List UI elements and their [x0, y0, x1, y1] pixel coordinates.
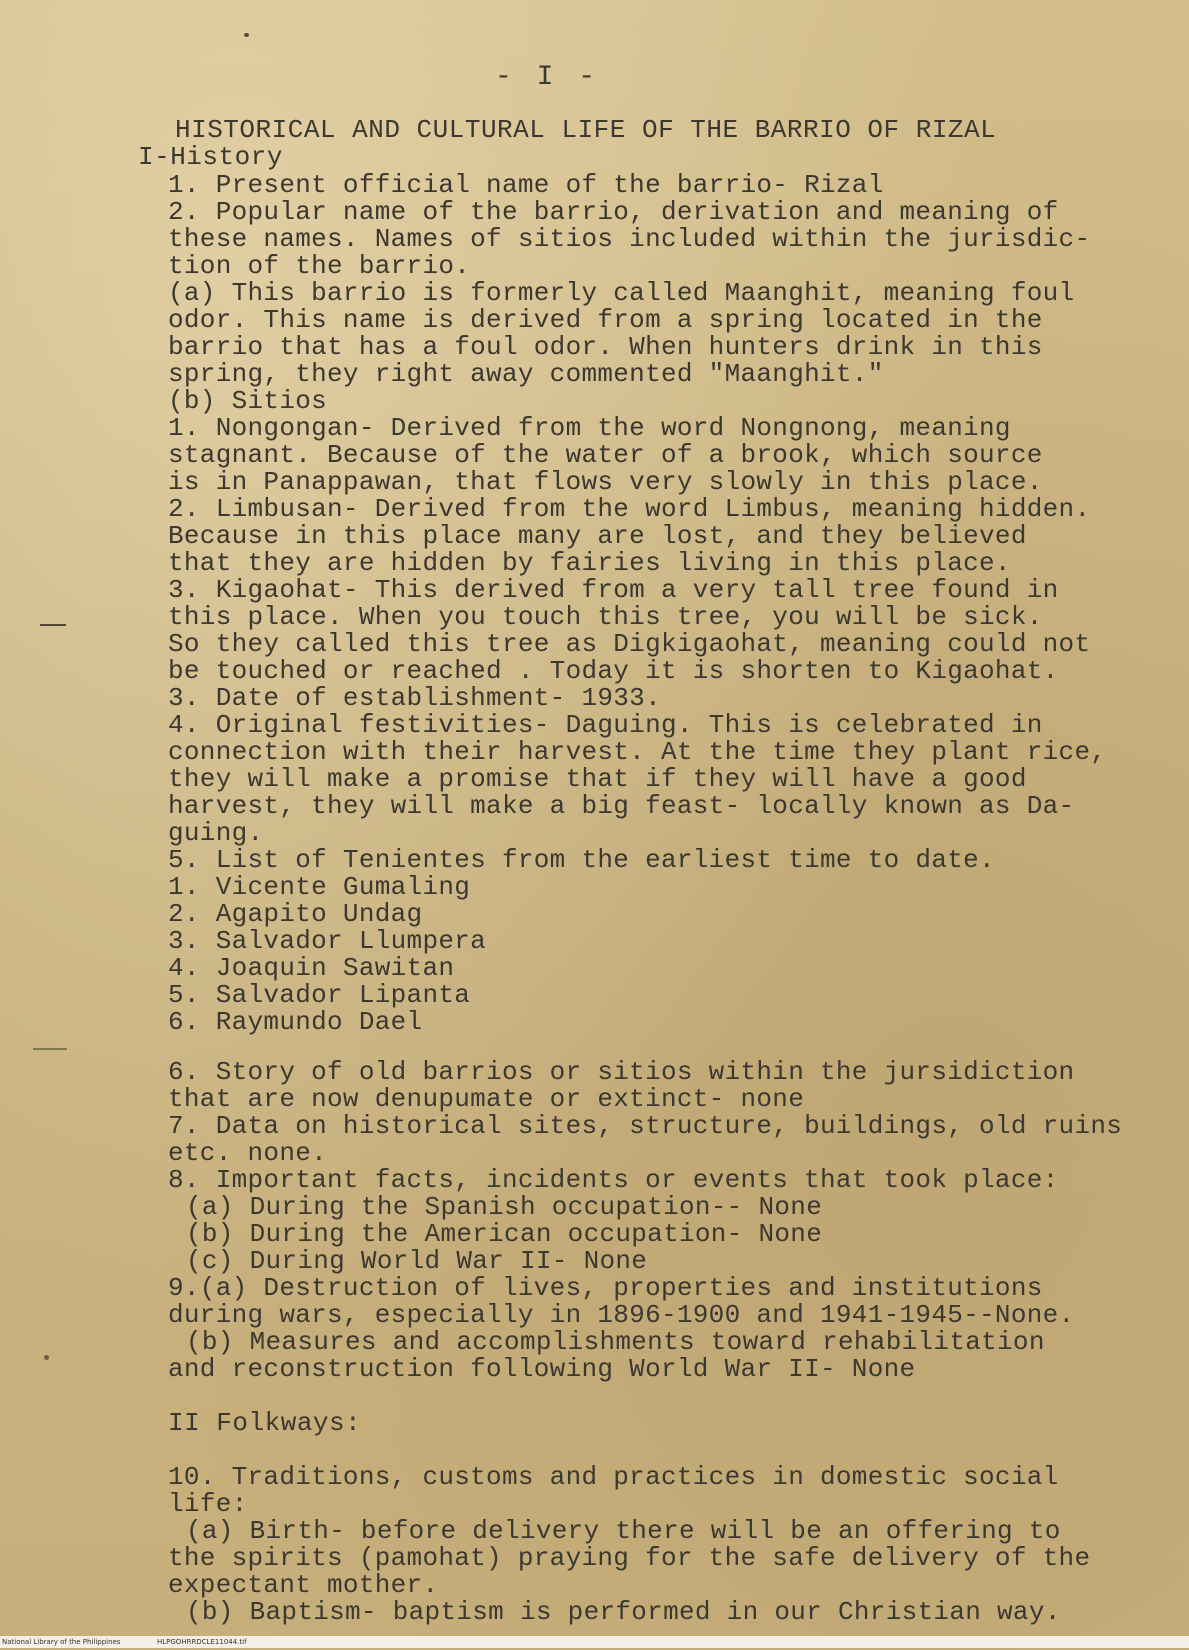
text-line: be touched or reached . Today it is shorten to Kigaohat. [168, 656, 1059, 686]
text-line: they will make a promise that if they will have a good [168, 764, 1027, 794]
text-line: (a) This barrio is formerly called Maanghit, meaning foul [168, 278, 1075, 308]
footer-source: National Library of the Philippines [2, 1638, 121, 1646]
section-heading-folkways: II Folkways: [168, 1408, 362, 1438]
text-line: this place. When you touch this tree, you will be sick. [168, 602, 1043, 632]
text-line: 2. Popular name of the barrio, derivation and meaning of [168, 197, 1059, 227]
text-line: (b) Baptism- baptism is performed in our Christian way. [186, 1597, 1061, 1627]
text-line: these names. Names of sitios included within the jurisdic- [168, 224, 1091, 254]
text-line: 4. Original festivities- Daguing. This is celebrated in [168, 710, 1043, 740]
text-line: and reconstruction following World War II- None [168, 1354, 916, 1384]
text-line: that are now denupumate or extinct- none [168, 1084, 805, 1114]
text-line: (b) Measures and accomplishments toward rehabilitation [186, 1327, 1045, 1357]
list-item-teniente: 1. Vicente Gumaling [168, 872, 471, 902]
text-line: (a) During the Spanish occupation-- None [186, 1192, 823, 1222]
text-line: tion of the barrio. [168, 251, 471, 281]
list-item-teniente: 5. Salvador Lipanta [168, 980, 471, 1010]
text-line: 5. List of Tenientes from the earliest time to date. [168, 845, 995, 875]
ink-speck [44, 1355, 49, 1360]
list-item-teniente: 6. Raymundo Dael [168, 1007, 423, 1037]
list-item-teniente: 4. Joaquin Sawitan [168, 953, 455, 983]
list-item-teniente: 3. Salvador Llumpera [168, 926, 487, 956]
text-line: 6. Story of old barrios or sitios within the jursidiction [168, 1057, 1075, 1087]
list-item-teniente: 2. Agapito Undag [168, 899, 423, 929]
text-line: the spirits (pamohat) praying for the safe delivery of the [168, 1543, 1091, 1573]
text-line: (b) Sitios [168, 386, 328, 416]
text-line: 3. Kigaohat- This derived from a very tall tree found in [168, 575, 1059, 605]
text-line: 7. Data on historical sites, structure, buildings, old ruins [168, 1111, 1123, 1141]
text-line: harvest, they will make a big feast- locally known as Da- [168, 791, 1075, 821]
text-line: barrio that has a foul odor. When hunters drink in this [168, 332, 1043, 362]
section-heading-history: I-History [138, 142, 283, 172]
text-line: (c) During World War II- None [186, 1246, 648, 1276]
text-line: guing. [168, 818, 264, 848]
text-line: (a) Birth- before delivery there will be an offering to [186, 1516, 1061, 1546]
text-line: 8. Important facts, incidents or events that took place: [168, 1165, 1059, 1195]
margin-mark [40, 624, 66, 626]
footer-filename: HLPGOHRRDCLE11044.tif [157, 1638, 247, 1646]
text-line: etc. none. [168, 1138, 328, 1168]
text-line: 1. Nongongan- Derived from the word Nongnong, meaning [168, 413, 1011, 443]
text-line: 10. Traditions, customs and practices in domestic social [168, 1462, 1059, 1492]
text-line: that they are hidden by fairies living in this place. [168, 548, 1011, 578]
text-line: odor. This name is derived from a spring located in the [168, 305, 1043, 335]
text-line: (b) During the American occupation- None [186, 1219, 823, 1249]
text-line: Because in this place many are lost, and they believed [168, 521, 1027, 551]
text-line: is in Panappawan, that flows very slowly in this place. [168, 467, 1043, 497]
page-number: - I - [495, 62, 600, 93]
text-line: 1. Present official name of the barrio- Rizal [168, 170, 884, 200]
margin-mark [33, 1048, 67, 1050]
document-title: HISTORICAL AND CULTURAL LIFE OF THE BARRIO OF RIZAL [175, 115, 997, 145]
text-line: stagnant. Because of the water of a brook, which source [168, 440, 1043, 470]
text-line: connection with their harvest. At the time they plant rice, [168, 737, 1107, 767]
text-line: life: [168, 1489, 248, 1519]
text-line: during wars, especially in 1896-1900 and 1941-1945--None. [168, 1300, 1075, 1330]
text-line: expectant mother. [168, 1570, 439, 1600]
text-line: spring, they right away commented "Maanghit." [168, 359, 884, 389]
scan-footer [0, 1636, 1189, 1648]
text-line: 2. Limbusan- Derived from the word Limbus, meaning hidden. [168, 494, 1091, 524]
text-line: So they called this tree as Digkigaohat, meaning could not [168, 629, 1091, 659]
text-line: 9.(a) Destruction of lives, properties and institutions [168, 1273, 1043, 1303]
text-line: 3. Date of establishment- 1933. [168, 683, 661, 713]
ink-speck [244, 33, 249, 37]
